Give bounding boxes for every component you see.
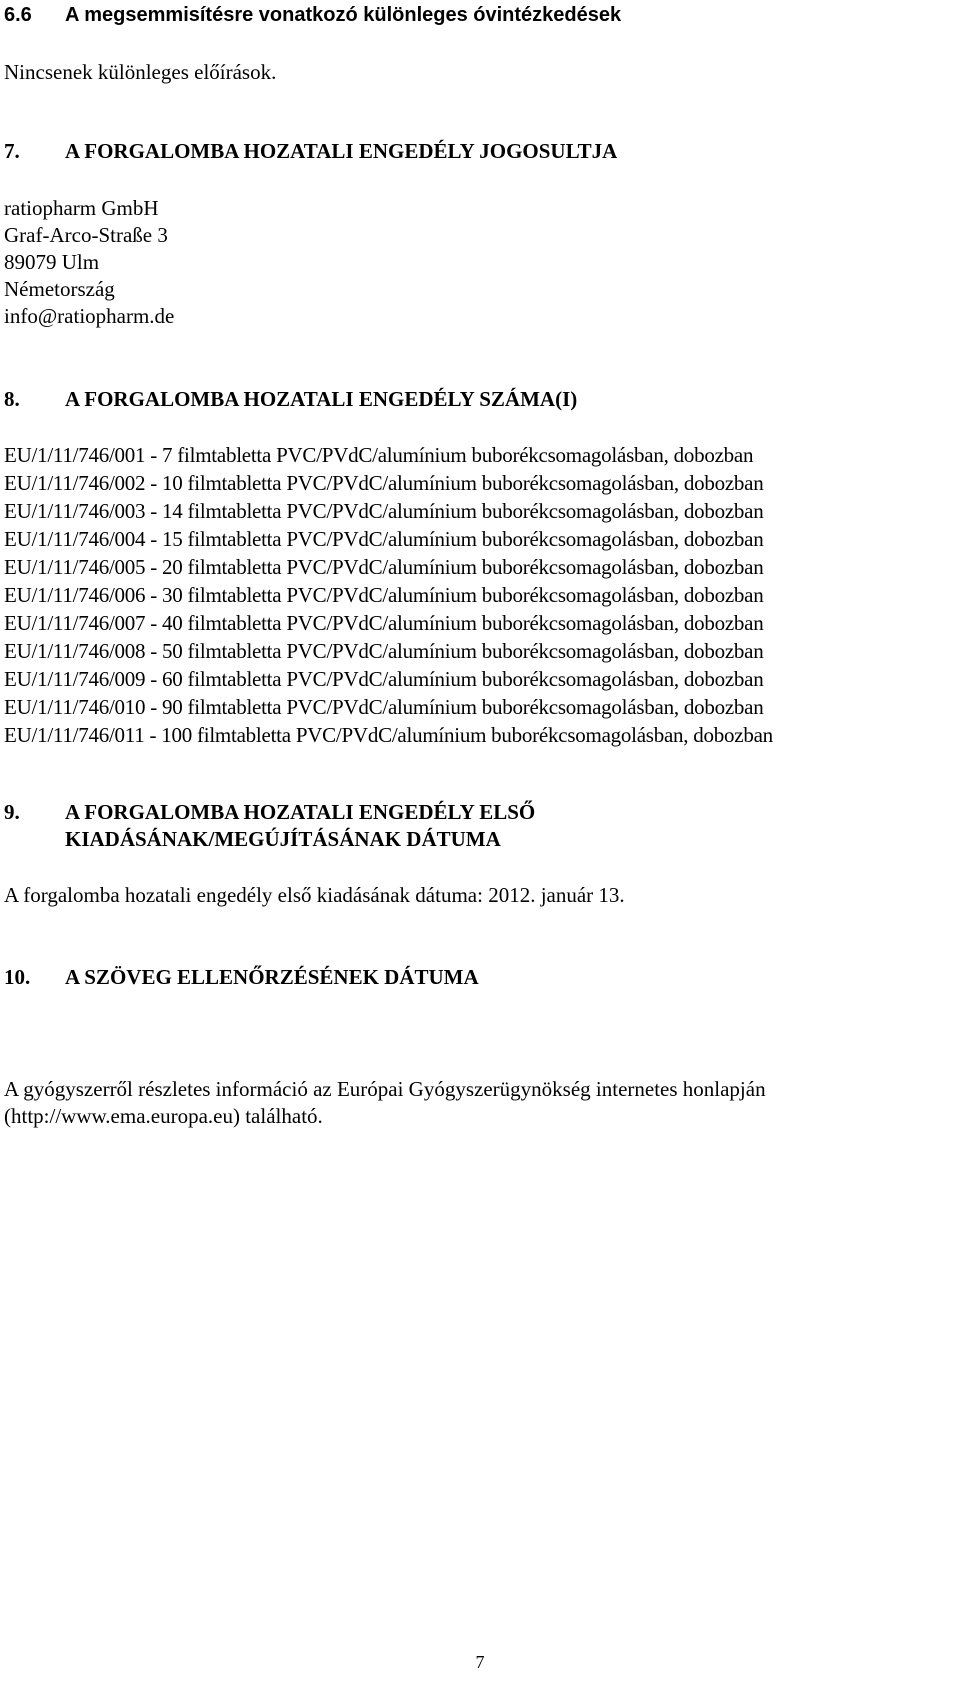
ema-info-line2: (http://www.ema.europa.eu) található. — [4, 1104, 323, 1128]
authorisation-entry: EU/1/11/746/010 - 90 filmtabletta PVC/PVdC/alumínium buborékcsomagolásban, dobozban — [4, 695, 764, 719]
section-title: A FORGALOMBA HOZATALI ENGEDÉLY ELSŐ — [65, 800, 536, 824]
section-10-heading — [4, 965, 479, 989]
holder-name: ratiopharm GmbH — [4, 196, 159, 220]
authorisation-entry: EU/1/11/746/005 - 20 filmtabletta PVC/PVdC/alumínium buborékcsomagolásban, dobozban — [4, 555, 764, 579]
authorisation-entry: EU/1/11/746/007 - 40 filmtabletta PVC/PVdC/alumínium buborékcsomagolásban, dobozban — [4, 611, 764, 635]
section-number: 7. — [4, 139, 20, 163]
holder-street: Graf-Arco-Straße 3 — [4, 223, 168, 247]
authorisation-entry: EU/1/11/746/004 - 15 filmtabletta PVC/PVdC/alumínium buborékcsomagolásban, dobozban — [4, 527, 764, 551]
section-9-heading — [4, 800, 535, 824]
section-number: 6.6 — [4, 4, 32, 26]
section-9-heading-line2: KIADÁSÁNAK/MEGÚJÍTÁSÁNAK DÁTUMA — [65, 827, 501, 851]
section-number: 9. — [4, 800, 20, 824]
holder-country: Németország — [4, 277, 115, 301]
authorisation-entry: EU/1/11/746/006 - 30 filmtabletta PVC/PVdC/alumínium buborékcsomagolásban, dobozban — [4, 583, 764, 607]
authorisation-entry: EU/1/11/746/003 - 14 filmtabletta PVC/PVdC/alumínium buborékcsomagolásban, dobozban — [4, 499, 764, 523]
section-title: A FORGALOMBA HOZATALI ENGEDÉLY JOGOSULTJA — [65, 139, 618, 163]
authorisation-entry: EU/1/11/746/009 - 60 filmtabletta PVC/PVdC/alumínium buborékcsomagolásban, dobozban — [4, 667, 764, 691]
authorisation-entry: EU/1/11/746/001 - 7 filmtabletta PVC/PVdC/alumínium buborékcsomagolásban, dobozban — [4, 443, 754, 467]
section-8-heading — [4, 387, 577, 411]
section-7-heading — [4, 139, 617, 163]
authorisation-entry: EU/1/11/746/011 - 100 filmtabletta PVC/PVdC/alumínium buborékcsomagolásban, dobozban — [4, 723, 773, 747]
ema-info-line1: A gyógyszerről részletes információ az Európai Gyógyszerügynökség internetes honlapján — [4, 1077, 766, 1101]
authorisation-entry: EU/1/11/746/008 - 50 filmtabletta PVC/PVdC/alumínium buborékcsomagolásban, dobozban — [4, 639, 764, 663]
first-authorisation-date: A forgalomba hozatali engedély első kiadásának dátuma: 2012. január 13. — [4, 883, 625, 907]
section-6-6-text: Nincsenek különleges előírások. — [4, 60, 277, 84]
section-title: A megsemmisítésre vonatkozó különleges óvintézkedések — [65, 4, 622, 26]
authorisation-entry: EU/1/11/746/002 - 10 filmtabletta PVC/PVdC/alumínium buborékcsomagolásban, dobozban — [4, 471, 764, 495]
section-title: A SZÖVEG ELLENŐRZÉSÉNEK DÁTUMA — [65, 965, 479, 989]
section-6-6-heading — [4, 3, 621, 27]
section-number: 10. — [4, 965, 31, 989]
holder-city: 89079 Ulm — [4, 250, 100, 274]
section-number: 8. — [4, 387, 20, 411]
section-title: A FORGALOMBA HOZATALI ENGEDÉLY SZÁMA(I) — [65, 387, 578, 411]
page-number: 7 — [475, 1652, 485, 1672]
holder-email: info@ratiopharm.de — [4, 304, 175, 328]
